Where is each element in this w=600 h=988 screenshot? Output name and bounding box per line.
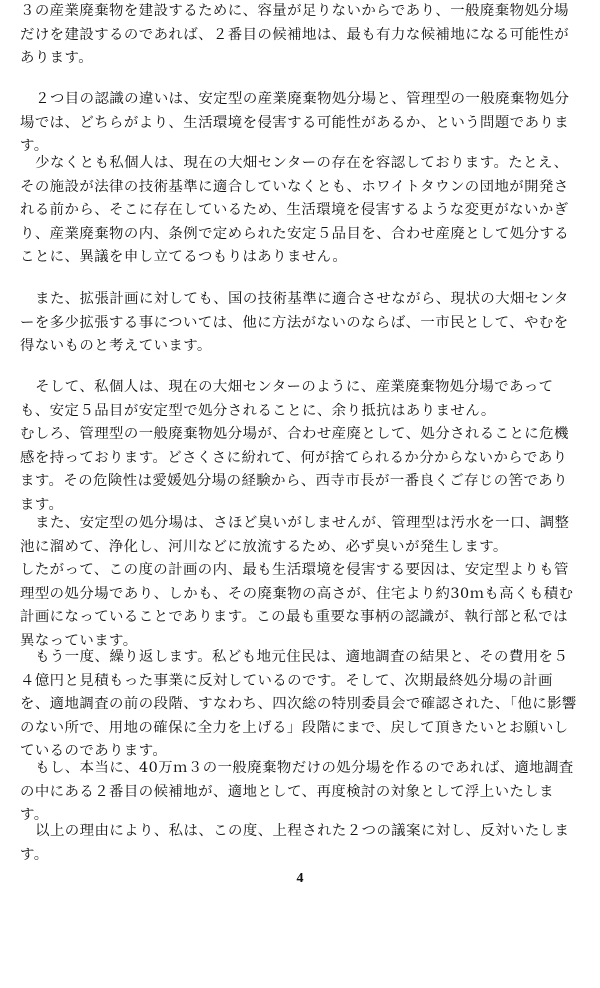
paragraph-expansion-plan: また、拡張計画に対しても、国の技術基準に適合させながら、現状の大畑センターを多少拡張する事については、他に方法がないのならば、一市民として、やむを得ないものと考えています。 [20,291,569,354]
paragraph-continuation: ３の産業廃棄物を建設するために、容量が足りないからであり、一般廃棄物処分場だけを建設するのであれば、２番目の候補地は、最も有力な候補地になる可能性があります。 [20,3,570,66]
paragraph-personal-acceptance: 少なくとも私個人は、現在の大畑センターの存在を容認しております。たとえ、その施設が法律の技術基準に適合していなくとも、ホワイトタウンの団地が開発される前から、そこに存在しているため、生活環境を侵害するような変更がないかぎり、産業廃棄物の内、条例で定められた安定５品目を、合わせ産廃として処分することに、異議を申し立てるつもりはありません。 [20,155,570,265]
paragraph-second-candidate: もし、本当に、40万ｍ３の一般廃棄物だけの処分場を作るのであれば、適地調査の中にある２番目の候補地が、適地として、再度検討の対象として浮上いたします。 [20,760,574,823]
paragraph-second-difference: ２つ目の認識の違いは、安定型の産業廃棄物処分場と、管理型の一般廃棄物処分場では、どちらがより、生活環境を侵害する可能性があるか、という問題であります。 [20,91,570,154]
paragraph-conclusion: 以上の理由により、私は、この度、上程された２つの議案に対し、反対いたします。 [20,823,570,863]
paragraph-odor-and-height: また、安定型の処分場は、さほど臭いがしませんが、管理型は汚水を一口、調整池に溜めて、浄化し、河川などに放流するため、必ず臭いが発生します。 したがって、この度の計画の内、最も生活環境を侵害する要因は、安定型よりも管理型の処分場であり、しかも、その廃棄物の高さが、住宅より約30ｍも高くも積む計画になっていることであります。この最も重要な事柄の認識が、執行部と私では異なっています。 [20,515,574,649]
paragraph-management-type-concern: そして、私個人は、現在の大畑センターのように、産業廃棄物処分場であっても、安定５品目が安定型で処分されることに、余り抵抗はありません。 むしろ、管理型の一般廃棄物処分場が、合わせ産廃として、処分されることに危機感を持っております。どさくさに紛れて、何が捨てられるか分からないからであります。その危険性は愛媛処分場の経験から、西寺市長が一番良くご存じの筈であります。 [20,379,569,513]
paragraph-repeat-request: もう一度、繰り返します。私ども地元住民は、適地調査の結果と、その費用を５４億円と見積もった事業に反対しているのです。そして、次期最終処分場の計画を、適地調査の前の段階、すなわち、四次総の特別委員会で確認された、「他に影響のない所で、用地の確保に全力を上げる」段階にまで、戻して頂きたいとお願いしているのであります。 [20,649,577,759]
page-number: 4 [296,871,304,886]
